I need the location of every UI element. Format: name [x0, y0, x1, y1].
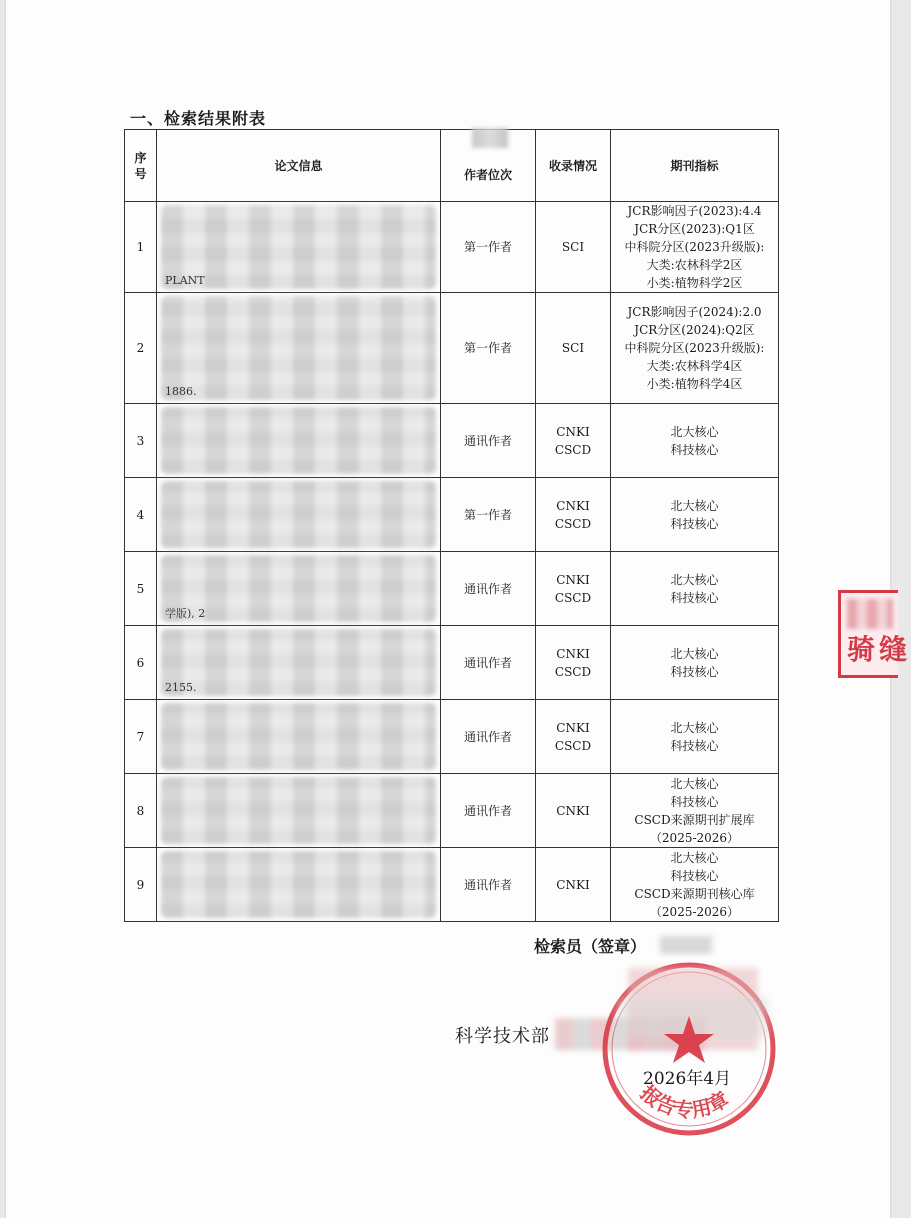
metric-line: 北大核心	[670, 646, 719, 661]
metric-line: 科技核心	[670, 794, 719, 809]
table-row	[125, 848, 779, 922]
department-name: 科学技术部	[455, 1026, 550, 1047]
indexing-entry: CSCD	[554, 664, 592, 679]
cell-journal-metrics	[611, 626, 779, 700]
paper-info-fragment: 1886.	[165, 385, 197, 398]
signer-label: 检索员（签章）	[534, 937, 647, 956]
metric-line: 大类:农林科学4区	[646, 359, 743, 373]
cell-journal-metrics	[611, 478, 779, 552]
paper-info-fragment: 学版), 2	[165, 607, 206, 620]
metric-line: 大类:农林科学2区	[646, 258, 743, 272]
cell-journal-metrics	[611, 552, 779, 626]
metric-line: 北大核心	[670, 776, 719, 791]
metric-line: JCR分区(2024):Q2区	[634, 323, 755, 337]
table-row	[125, 478, 779, 552]
metric-line: （2025-2026）	[649, 830, 740, 845]
side-stamp-text: 骑缝	[847, 633, 911, 666]
paper-info-fragment: 2155.	[165, 681, 197, 694]
metric-line: 中科院分区(2023升级版):	[624, 240, 765, 254]
metric-line: 中科院分区(2023升级版):	[624, 341, 765, 355]
cell-seq: 2	[125, 293, 157, 404]
cell-indexing	[536, 293, 611, 404]
cell-indexing	[536, 700, 611, 774]
redacted-stamp-part	[847, 599, 893, 629]
table-row	[125, 626, 779, 700]
metric-line: 科技核心	[670, 516, 719, 531]
redaction-blur	[161, 296, 436, 400]
cell-journal-metrics	[611, 404, 779, 478]
cell-seq: 5	[125, 552, 157, 626]
cell-indexing	[536, 848, 611, 922]
redacted-signature	[660, 936, 712, 954]
redacted-paper-info	[157, 552, 440, 625]
indexing-entry: CNKI	[556, 424, 590, 439]
cell-seq: 9	[125, 848, 157, 922]
metric-line: 科技核心	[670, 868, 719, 883]
table-row	[125, 552, 779, 626]
cell-author-position: 通讯作者	[441, 404, 536, 478]
metric-line: JCR分区(2023):Q1区	[634, 222, 755, 236]
indexing-entry: CNKI	[556, 803, 590, 818]
metric-line: 北大核心	[670, 850, 719, 865]
metric-line: 小类:植物科学2区	[646, 276, 743, 290]
results-table	[124, 129, 779, 922]
paper-info-fragment: PLANT	[165, 274, 205, 287]
cell-journal-metrics	[611, 848, 779, 922]
metric-line: 科技核心	[670, 664, 719, 679]
indexing-entry: CSCD	[554, 442, 592, 457]
redaction-blur	[161, 481, 436, 548]
metric-line: 小类:植物科学4区	[646, 377, 743, 391]
metric-line: 科技核心	[670, 442, 719, 457]
redaction-blur	[161, 777, 436, 844]
report-date: 2026年4月	[643, 1069, 732, 1089]
indexing-entry: CNKI	[556, 720, 590, 735]
metric-line: JCR影响因子(2024):2.0	[627, 305, 762, 319]
header-seq-line1: 序	[134, 150, 147, 165]
cell-journal-metrics	[611, 293, 779, 404]
metric-line: CSCD来源期刊扩展库	[634, 812, 755, 827]
metric-line: 北大核心	[670, 424, 719, 439]
cell-journal-metrics	[611, 774, 779, 848]
metric-line: 科技核心	[670, 738, 719, 753]
cell-author-position: 第一作者	[441, 202, 536, 293]
cell-author-position: 通讯作者	[441, 552, 536, 626]
cell-journal-metrics	[611, 700, 779, 774]
redaction-blur	[161, 407, 436, 474]
indexing-entry: CNKI	[556, 572, 590, 587]
redacted-paper-info	[157, 404, 440, 477]
header-paper-info: 论文信息	[157, 130, 441, 202]
indexing-entry: CSCD	[554, 516, 592, 531]
cell-seq: 7	[125, 700, 157, 774]
cell-paper-info	[157, 848, 441, 922]
table-row	[125, 293, 779, 404]
cell-paper-info	[157, 626, 441, 700]
indexing-entry: SCI	[561, 240, 585, 254]
cell-paper-info	[157, 293, 441, 404]
cell-indexing	[536, 202, 611, 293]
redacted-paper-info	[157, 774, 440, 847]
metric-line: 北大核心	[670, 720, 719, 735]
cell-author-position: 通讯作者	[441, 848, 536, 922]
table-row	[125, 404, 779, 478]
cell-indexing	[536, 478, 611, 552]
redacted-paper-info	[157, 700, 440, 773]
header-journal-metrics: 期刊指标	[611, 130, 779, 202]
header-author-position-label: 作者位次	[463, 167, 512, 182]
header-seq-line2: 号	[134, 166, 147, 181]
perforation-seal-stamp	[838, 590, 911, 678]
indexing-entry: CNKI	[556, 498, 590, 513]
table-row	[125, 700, 779, 774]
redacted-header-text	[472, 128, 508, 148]
indexing-entry: CNKI	[556, 646, 590, 661]
redacted-paper-info	[157, 478, 440, 551]
cell-author-position: 通讯作者	[441, 700, 536, 774]
header-indexing: 收录情况	[536, 130, 611, 202]
cell-journal-metrics	[611, 202, 779, 293]
official-seal	[598, 958, 780, 1140]
metric-line: 北大核心	[670, 498, 719, 513]
cell-seq: 1	[125, 202, 157, 293]
cell-paper-info	[157, 478, 441, 552]
metric-line: 北大核心	[670, 572, 719, 587]
cell-author-position: 第一作者	[441, 293, 536, 404]
cell-author-position: 第一作者	[441, 478, 536, 552]
metric-line: 科技核心	[670, 590, 719, 605]
cell-seq: 3	[125, 404, 157, 478]
redacted-paper-info	[157, 848, 440, 921]
table-row	[125, 202, 779, 293]
seal-text: 报告专用章	[635, 1080, 733, 1123]
cell-paper-info	[157, 774, 441, 848]
indexing-entry: CSCD	[554, 738, 592, 753]
indexing-entry: SCI	[561, 341, 585, 355]
table-header-row	[125, 130, 779, 202]
section-heading: 一、检索结果附表	[130, 109, 267, 128]
cell-seq: 6	[125, 626, 157, 700]
table-row	[125, 774, 779, 848]
indexing-entry: CSCD	[554, 590, 592, 605]
cell-paper-info	[157, 404, 441, 478]
cell-paper-info	[157, 202, 441, 293]
cell-indexing	[536, 552, 611, 626]
header-seq	[125, 130, 157, 202]
redaction-blur	[161, 851, 436, 918]
cell-paper-info	[157, 552, 441, 626]
cell-author-position: 通讯作者	[441, 774, 536, 848]
redaction-blur	[161, 703, 436, 770]
cell-indexing	[536, 404, 611, 478]
metric-line: CSCD来源期刊核心库	[634, 886, 755, 901]
cell-paper-info	[157, 700, 441, 774]
redacted-paper-info	[157, 626, 440, 699]
cell-indexing	[536, 626, 611, 700]
cell-indexing	[536, 774, 611, 848]
cell-seq: 8	[125, 774, 157, 848]
metric-line: （2025-2026）	[649, 904, 740, 919]
indexing-entry: CNKI	[556, 877, 590, 892]
redaction-blur	[161, 629, 436, 696]
metric-line: JCR影响因子(2023):4.4	[627, 204, 762, 218]
cell-author-position: 通讯作者	[441, 626, 536, 700]
cell-seq: 4	[125, 478, 157, 552]
redacted-paper-info	[157, 293, 440, 403]
redacted-paper-info	[157, 202, 440, 292]
